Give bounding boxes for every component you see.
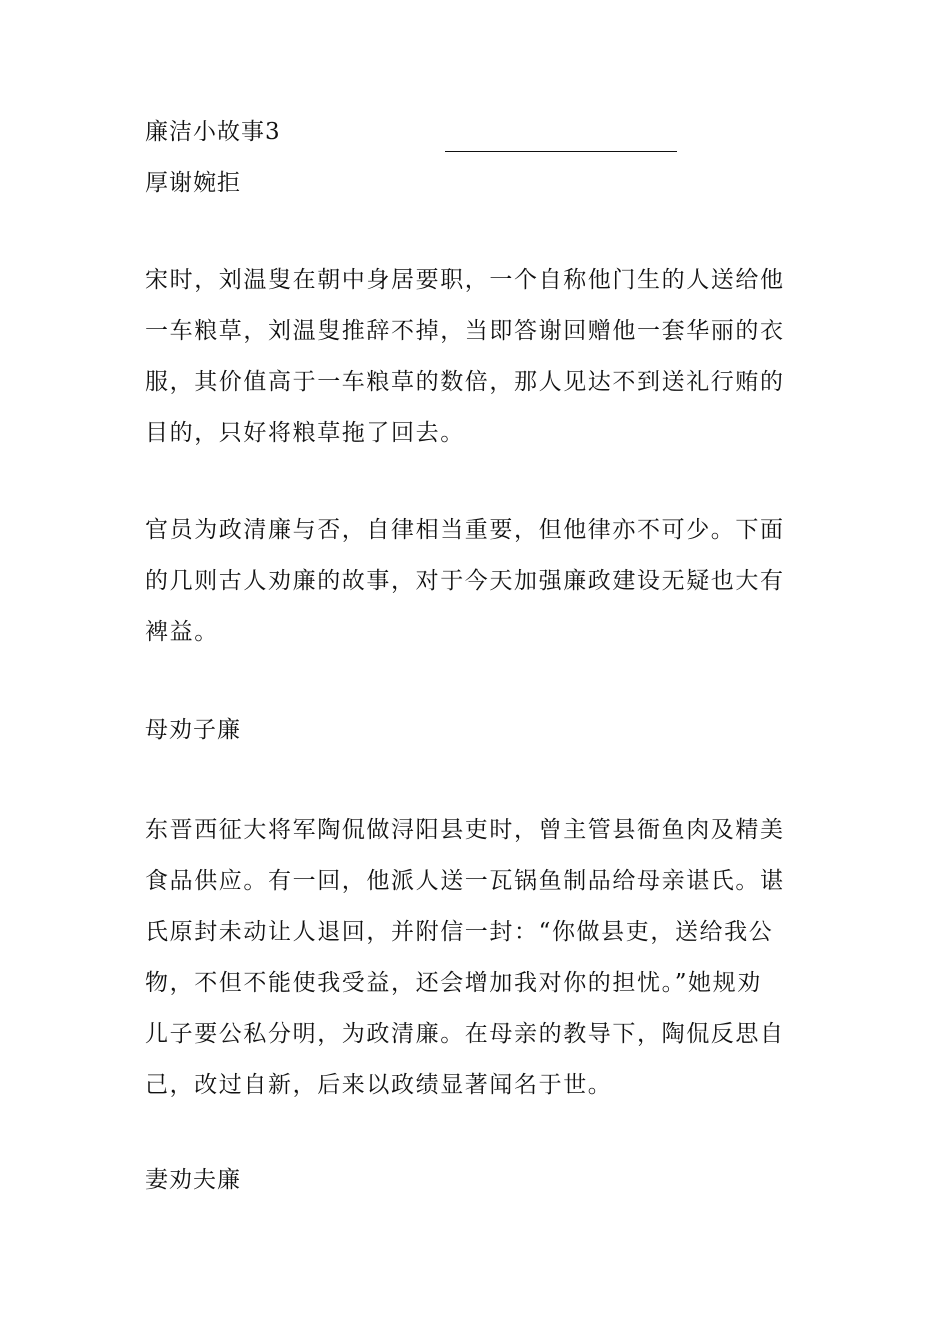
section-heading-mother: 母劝子廉 [145,717,241,743]
paragraph-line: 氏原封未动让人退回，并附信一封：“你做县吏，送给我公 [145,919,774,945]
paragraph-line: 儿子要公私分明，为政清廉。在母亲的教导下，陶侃反思自 [145,1021,785,1047]
paragraph-line: 一车粮草，刘温叟推辞不掉，当即答谢回赠他一套华丽的衣 [145,318,785,344]
paragraph-line: 东晋西征大将军陶侃做浔阳县吏时，曾主管县衙鱼肉及精美 [145,817,785,843]
paragraph-line: 目的，只好将粮草拖了回去。 [145,420,465,446]
paragraph-intro [145,505,825,658]
paragraph-line: 裨益。 [145,619,219,645]
paragraph-line: 服，其价值高于一车粮草的数倍，那人见达不到送礼行贿的 [145,369,785,395]
paragraph-line: 的几则古人劝廉的故事，对于今天加强廉政建设无疑也大有 [145,568,785,594]
document-title: 廉洁小故事3 [145,119,281,145]
story-title: 厚谢婉拒 [145,170,241,196]
paragraph-line: 物，不但不能使我受益，还会增加我对你的担忧。”她规劝 [145,970,762,996]
paragraph-story-1 [145,255,825,459]
paragraph-story-2 [145,805,825,1111]
paragraph-line: 官员为政清廉与否，自律相当重要，但他律亦不可少。下面 [145,517,785,543]
paragraph-line: 宋时，刘温叟在朝中身居要职，一个自称他门生的人送给他 [145,267,785,293]
section-heading-wife: 妻劝夫廉 [145,1167,241,1193]
paragraph-line: 食品供应。有一回，他派人送一瓦锅鱼制品给母亲谌氏。谌 [145,868,785,894]
paragraph-line: 己，改过自新，后来以政绩显著闻名于世。 [145,1072,613,1098]
title-underline-rule [445,151,677,152]
